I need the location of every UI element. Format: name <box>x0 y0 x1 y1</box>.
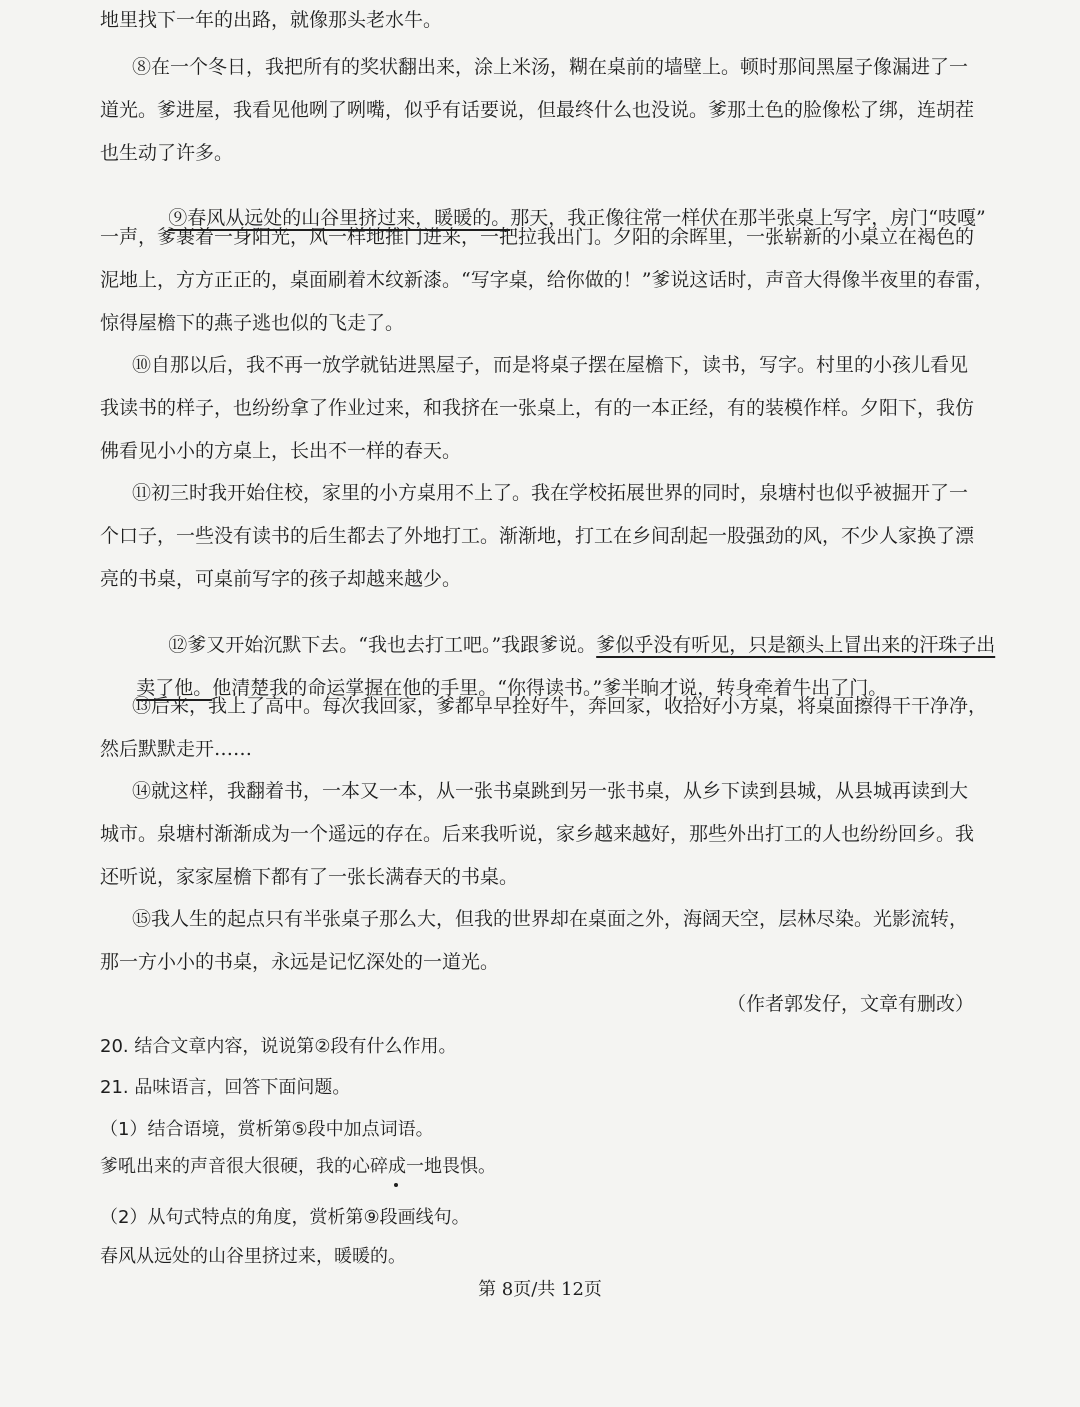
paragraph-14-line-1: ⑭就这样，我翻着书，一本又一本，从一张书桌跳到另一张书桌，从乡下读到县城，从县城再读到大 <box>132 780 969 802</box>
paragraph-14-line-2: 城市。泉塘村渐渐成为一个遥远的存在。后来我听说，家乡越来越好，那些外出打工的人也纷纷回乡。我 <box>100 823 975 845</box>
paragraph-10-line-1: ⑩自那以后，我不再一放学就钻进黑屋子，而是将桌子摆在屋檐下，读书，写字。村里的小孩儿看见 <box>132 354 969 376</box>
paragraph-9-line-4: 惊得屋檐下的燕子逃也似的飞走了。 <box>100 312 405 334</box>
paragraph-12-line-1: ⑫爹又开始沉默下去。“我也去打工吧。”我跟爹说。爹似乎没有听见，只是额头上冒出来的汗珠子出 <box>168 634 996 656</box>
question-21-2-quote: 春风从远处的山谷里挤过来，暖暖的。 <box>100 1246 406 1267</box>
paragraph-13-line-1: ⑬后来，我上了高中。每次我回家，爹都早早拴好牛，奔回家，收拾好小方桌，将桌面擦得干干净净， <box>132 695 988 717</box>
paragraph-7-tail: 地里找下一年的出路，就像那头老水牛。 <box>100 9 443 31</box>
question-21-1-quote: 爹吼出来的声音很大很硬，我的心碎成一地畏惧。 <box>100 1156 496 1177</box>
paragraph-14-line-3: 还听说，家家屋檐下都有了一张长满春天的书桌。 <box>100 866 519 888</box>
paragraph-10-line-3: 佛看见小小的方桌上，长出不一样的春天。 <box>100 440 462 462</box>
page-number: 第 8页/共 12页 <box>478 1279 602 1300</box>
question-21: 21. 品味语言，回答下面问题。 <box>100 1077 351 1098</box>
paragraph-9-line-2: 一声，爹裹着一身阳光，风一样地推门进来，一把拉我出门。夕阳的余晖里，一张崭新的小桌立在褐色的 <box>100 226 975 248</box>
question-21-2-prompt: （2）从句式特点的角度，赏析第⑨段画线句。 <box>100 1207 470 1228</box>
paragraph-8-line-2: 道光。爹进屋，我看见他咧了咧嘴，似乎有话要说，但最终什么也没说。爹那土色的脸像松了绑，连胡茬 <box>100 99 975 121</box>
paragraph-15-line-2: 那一方小小的书桌，永远是记忆深处的一道光。 <box>100 951 500 973</box>
underlined-sentence: 爹似乎没有听见，只是额头上冒出来的汗珠子出 <box>596 634 996 656</box>
paragraph-10-line-2: 我读书的样子，也纷纷拿了作业过来，和我挤在一张桌上，有的一本正经，有的装模作样。夕阳下，我仿 <box>100 397 975 419</box>
paragraph-15-line-1: ⑮我人生的起点只有半张桌子那么大，但我的世界却在桌面之外，海阔天空，层林尽染。光影流转， <box>132 908 969 930</box>
page-footer <box>0 1278 1080 1302</box>
emphasis-dot-mark <box>394 1183 398 1187</box>
underlined-sentence: 卖了他。 <box>136 677 213 699</box>
paragraph-8-line-1: ⑧在一个冬日，我把所有的奖状翻出来，涂上米汤，糊在桌前的墙壁上。顿时那间黑屋子像漏进了一 <box>132 56 969 78</box>
question-21-1-prompt: （1）结合语境，赏析第⑤段中加点词语。 <box>100 1119 434 1140</box>
article-source: （作者郭发仔，文章有删改） <box>726 993 974 1015</box>
paragraph-11-line-3: 亮的书桌，可桌前写字的孩子却越来越少。 <box>100 568 462 590</box>
paragraph-11-line-2: 个口子，一些没有读书的后生都去了外地打工。渐渐地，打工在乡间刮起一股强劲的风，不少人家换了漂 <box>100 525 975 547</box>
paragraph-9-line-3: 泥地上，方方正正的，桌面刷着木纹新漆。“写字桌，给你做的！”爹说这话时，声音大得像半夜里的春雷， <box>100 269 994 291</box>
question-20: 20. 结合文章内容，说说第②段有什么作用。 <box>100 1036 457 1057</box>
paragraph-8-line-3: 也生动了许多。 <box>100 142 234 164</box>
paragraph-12-line-2: 卖了他。他清楚我的命运掌握在他的手里。“你得读书。”爹半晌才说，转身牵着牛出了门。 <box>136 677 888 699</box>
paragraph-9-line-1: ⑨春风从远处的山谷里挤过来，暖暖的。那天，我正像往常一样伏在那半张桌上写字，房门“吱嘎” <box>168 207 986 229</box>
paragraph-13-line-2: 然后默默走开…… <box>100 738 253 760</box>
underlined-sentence: ⑨春风从远处的山谷里挤过来，暖暖的。 <box>168 207 511 229</box>
paragraph-11-line-1: ⑪初三时我开始住校，家里的小方桌用不上了。我在学校拓展世界的同时，泉塘村也似乎被掘开了一 <box>132 482 969 504</box>
